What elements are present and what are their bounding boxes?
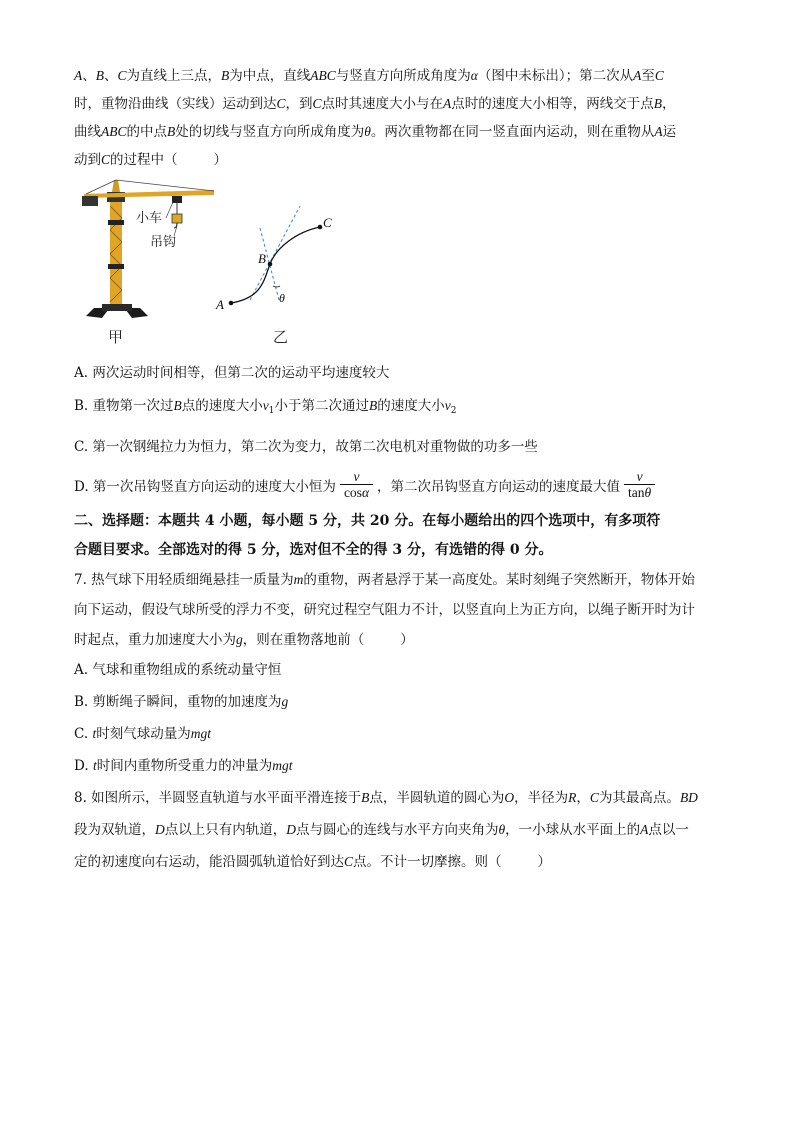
text: g: [281, 694, 289, 709]
q7-option-c: [74, 718, 724, 750]
exam-page: [74, 62, 724, 878]
text: ，半径为: [514, 790, 569, 806]
text: mgt: [272, 758, 293, 773]
text: B: [167, 124, 176, 139]
q6-option-b: [74, 388, 724, 429]
section2-heading-line-2: [74, 536, 724, 565]
crane-counterweight: [82, 196, 98, 206]
text: ，: [662, 96, 676, 112]
text: 点时其速度大小与在: [321, 96, 444, 112]
text: ABC: [101, 124, 127, 139]
q6-figure: [74, 176, 724, 354]
fraction-numerator: v: [636, 469, 643, 484]
text: 运: [662, 124, 677, 140]
text: 点以上只有内轨道，: [164, 822, 287, 838]
q6-option-c: [74, 429, 724, 465]
fraction-denominator: [340, 484, 373, 501]
text: 点以一: [648, 822, 689, 838]
text: B: [369, 398, 378, 413]
text: A: [654, 124, 663, 139]
crane-base-block: [102, 304, 132, 311]
text: 7. 热气球下用轻质细绳悬挂一质量为: [74, 572, 294, 588]
label-b: B: [258, 251, 266, 266]
text: A: [443, 96, 452, 111]
text: O: [504, 790, 515, 805]
text: 点，半圆轨道的圆心为: [369, 790, 505, 806]
text: 的中点: [126, 124, 167, 140]
text: ，第二次吊钩竖直方向运动的速度最大值: [377, 479, 621, 495]
text: C: [117, 68, 127, 83]
text: 的过程中（: [110, 152, 178, 168]
q7-line-3: [74, 625, 724, 655]
text: ）: [213, 152, 228, 168]
crane-band: [108, 264, 124, 269]
text: tan: [628, 485, 645, 500]
text: mgt: [190, 726, 211, 741]
crane-band: [108, 220, 124, 225]
q7-option-d: [74, 750, 724, 782]
text: （图中未标出）；第二次从: [477, 68, 634, 84]
text: 小于第二次通过: [274, 398, 369, 414]
car-label: 小车: [136, 211, 163, 226]
text: 点的速度大小: [181, 398, 263, 414]
curve-path: [231, 227, 320, 303]
q8-line-1: [74, 782, 724, 814]
text: α: [470, 68, 478, 83]
text: 时刻气球动量为: [96, 726, 191, 742]
text: ，一小球从水平面上的: [505, 822, 641, 838]
text: m: [293, 572, 304, 587]
q6-line-2: [74, 90, 724, 118]
point-b: [268, 262, 273, 267]
text: 点。不计一切摩擦。则（: [353, 854, 502, 870]
q6-option-d: [74, 465, 724, 505]
text: 点与圆心的连线与水平方向夹角为: [296, 822, 499, 838]
text: g: [236, 632, 243, 647]
text: D. 第一次吊钩竖直方向运动的速度大小恒为: [74, 479, 336, 495]
label-c: C: [323, 215, 332, 230]
text: t: [92, 758, 97, 773]
text: A: [633, 68, 642, 83]
text: C. 第一次钢绳拉力为恒力，第二次为变力，故第二次电机对重物做的功多一些: [74, 439, 538, 455]
text: 、: [104, 68, 118, 84]
text: C: [654, 68, 664, 83]
text: B. 重物第一次过: [74, 398, 174, 414]
q8-line-2: [74, 814, 724, 846]
text: B: [653, 96, 663, 111]
text: C: [101, 152, 111, 167]
text: 2: [450, 406, 457, 416]
label-theta: θ: [279, 291, 285, 305]
text: 。两次重物都在同一竖直面内运动，则在重物从: [370, 124, 655, 140]
text: 曲线: [74, 124, 101, 140]
text: 向下运动，假设气球所受的浮力不变，研究过程空气阻力不计，以竖直向上为正方向，以绳子断开时为计: [74, 602, 695, 618]
text: 、: [82, 68, 96, 84]
text: 的速度大小: [377, 398, 445, 414]
text: C: [276, 96, 286, 111]
hook-label: 吊钩: [150, 235, 177, 250]
text: D: [155, 822, 165, 837]
text: A. 气球和重物组成的系统动量守恒: [74, 662, 282, 678]
q7-option-a: [74, 655, 724, 686]
crane-figure-svg: [74, 176, 374, 354]
text: ，则在重物落地前（: [242, 632, 365, 648]
figure-caption-jia: 甲: [108, 328, 124, 346]
text: 二、选择题：本题共 4 小题，每小题 5 分，共 20 分。在每小题给出的四个选项中，有多项符: [74, 513, 661, 529]
text: 动到: [74, 152, 101, 168]
fraction-denominator: [624, 484, 655, 501]
text: 为其最高点。: [598, 790, 680, 806]
angle-arc: [273, 286, 280, 287]
text: 的重物，两者悬浮于某一高度处。某时刻绳子突然断开，物体开始: [303, 572, 695, 588]
text: C: [589, 790, 599, 805]
fraction-v-over-cos-alpha: [340, 469, 373, 501]
text: 时间内重物所受重力的冲量为: [96, 758, 273, 774]
text: B: [361, 790, 370, 805]
text: t: [92, 726, 97, 741]
trolley: [172, 196, 182, 203]
text: 至: [641, 68, 655, 84]
text: C.: [74, 726, 93, 742]
crane-illustration: [82, 180, 214, 346]
fraction-numerator: v: [353, 469, 360, 484]
q6-option-a: [74, 358, 724, 388]
q7-line-1: [74, 565, 724, 595]
text: R: [568, 790, 577, 805]
crane-top: [112, 180, 120, 192]
crane-tie-rope: [116, 180, 214, 191]
text: D: [286, 822, 296, 837]
text: B. 剪断绳子瞬间，重物的加速度为: [74, 694, 282, 710]
text: 时起点，重力加速度大小为: [74, 632, 236, 648]
text: B: [173, 398, 182, 413]
text: 1: [268, 406, 275, 416]
text: 为直线上三点，: [126, 68, 222, 84]
text: ）: [537, 854, 552, 870]
text: A. 两次运动时间相等，但第二次的运动平均速度较大: [74, 365, 390, 381]
text: C: [344, 854, 354, 869]
figure-caption-yi: 乙: [273, 328, 289, 346]
label-a: A: [216, 297, 224, 312]
q7-line-2: [74, 595, 724, 625]
text: ）: [400, 632, 414, 648]
text: θ: [498, 822, 506, 837]
text: θ: [364, 124, 371, 139]
text: 段为双轨道，: [74, 822, 155, 838]
q8-line-3: [74, 846, 724, 878]
text: α: [361, 485, 370, 500]
q6-line-1: [74, 62, 724, 90]
text: B: [95, 68, 104, 83]
crane-jib: [84, 190, 214, 198]
text: 合题目要求。全部选对的得 5 分，选对但不全的得 3 分，有选错的得 0 分。: [74, 542, 553, 558]
text: 8. 如图所示，半圆竖直轨道与水平面平滑连接于: [74, 790, 362, 806]
text: D.: [74, 758, 93, 774]
text: 时，重物沿曲线（实线）运动到达: [74, 96, 277, 112]
text: 定的初速度向右运动，能沿圆弧轨道恰好到达: [74, 854, 344, 870]
section2-heading-line-1: [74, 507, 724, 536]
text: ，到: [285, 96, 313, 112]
fraction-v-over-tan-theta: [624, 469, 655, 501]
text: B: [221, 68, 230, 83]
text: θ: [644, 485, 652, 500]
text: cos: [343, 485, 362, 500]
text: A: [640, 822, 649, 837]
point-a: [229, 301, 234, 306]
hook-block: [172, 214, 182, 223]
text: 点时的速度大小相等，两线交于点: [451, 96, 654, 112]
q6-line-3: [74, 118, 724, 146]
q6-line-4: [74, 146, 724, 174]
trajectory-diagram: [215, 206, 332, 346]
text: 处的切线与竖直方向所成角度为: [175, 124, 365, 140]
text: v: [444, 398, 451, 413]
text: 与竖直方向所成角度为: [335, 68, 471, 84]
text: C: [312, 96, 322, 111]
text: 为中点，直线: [229, 68, 311, 84]
point-c: [318, 225, 323, 230]
text: v: [262, 398, 269, 413]
text: BD: [679, 790, 698, 805]
text: ABC: [310, 68, 336, 83]
q7-option-b: [74, 686, 724, 718]
text: A: [74, 68, 83, 83]
text: ，: [576, 790, 590, 806]
